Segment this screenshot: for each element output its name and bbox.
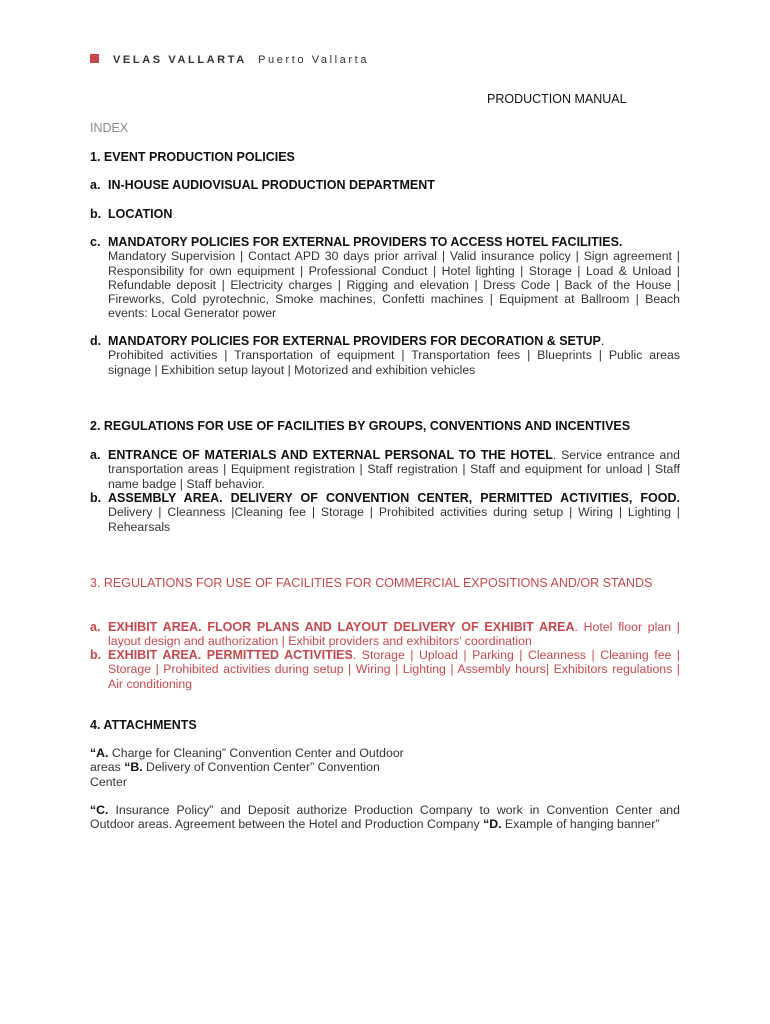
item-heading: LOCATION — [108, 207, 173, 221]
page-title: PRODUCTION MANUAL — [487, 92, 627, 106]
section-1-item-a — [90, 178, 680, 192]
item-label: d. — [90, 334, 102, 348]
section-2-item-b — [90, 491, 680, 534]
attachment-paragraph-2 — [90, 803, 680, 832]
item-heading-end: . — [600, 334, 605, 348]
section-2-title: 2. REGULATIONS FOR USE OF FACILITIES BY GROUPS, CONVENTIONS AND INCENTIVES — [90, 419, 631, 433]
item-heading: EXHIBIT AREA. PERMITTED ACTIVITIES — [108, 648, 353, 662]
item-heading: ENTRANCE OF MATERIALS AND EXTERNAL PERSONAL TO THE HOTEL — [108, 448, 553, 462]
item-label: a. — [90, 448, 101, 462]
section-1-item-d — [90, 334, 680, 377]
section-1-item-c — [90, 235, 680, 321]
item-label: b. — [90, 491, 102, 505]
item-heading: MANDATORY POLICIES FOR EXTERNAL PROVIDERS FOR DECORATION & SETUP — [108, 334, 601, 348]
attachment-b-label: “B. — [124, 760, 143, 775]
attachment-c-label: “C. — [90, 803, 109, 817]
brand-location: Puerto Vallarta — [258, 54, 370, 66]
attachment-a-label: “A. — [90, 746, 109, 760]
attachment-a-text: Charge for Cleaning” Convention Center and Outdoor areas — [90, 746, 404, 775]
item-heading: MANDATORY POLICIES FOR EXTERNAL PROVIDERS TO ACCESS HOTEL FACILITIES. — [108, 235, 623, 249]
item-heading: EXHIBIT AREA. FLOOR PLANS AND LAYOUT DELIVERY OF EXHIBIT AREA — [108, 620, 575, 634]
item-details: Mandatory Supervision | Contact APD 30 days prior arrival | Valid insurance policy | Sign agreement | Responsibility for own equipment | Professional Conduct | Hotel lighting | Storage | Load & Unload | Refundable deposit | Electricity charges | Rigging and elevation | Dress Code | Back of the House | Fireworks, Cold pyrotechnic, Smoke machines, Confetti machines | Equipment at Ballroom | Beach events: Local Generator power — [108, 249, 680, 321]
section-3-item-a — [90, 620, 680, 649]
section-1-item-b — [90, 207, 680, 221]
item-details: Delivery | Cleanness |Cleaning fee | Storage | Prohibited activities during setup | Wiring | Lighting | Rehearsals — [108, 505, 680, 534]
section-3-title — [90, 576, 680, 590]
item-details: . Storage | Upload | Parking | Cleanness | Cleaning fee | Storage | Prohibited activities during setup | Wiring | Lighting | Assembly hours| Exhibitors regulations | Air conditioning — [108, 648, 680, 691]
attachment-c-text: Insurance Policy” and Deposit authorize Production Company to work in Convention Center and Outdoor areas. Agreement between the Hotel and Production Company — [90, 803, 680, 832]
section-1-title: 1. EVENT PRODUCTION POLICIES — [90, 150, 295, 164]
section-3-title-text: 3. REGULATIONS FOR USE OF FACILITIES FOR COMMERCIAL EXPOSITIONS AND/OR STANDS — [90, 576, 653, 590]
item-heading: IN-HOUSE AUDIOVISUAL PRODUCTION DEPARTMENT — [108, 178, 435, 192]
attachment-d-text: Example of hanging banner” — [501, 817, 660, 832]
section-4-title: 4. ATTACHMENTS — [90, 718, 197, 732]
item-heading: ASSEMBLY AREA. DELIVERY OF CONVENTION CENTER, PERMITTED ACTIVITIES, FOOD. — [108, 491, 680, 505]
item-label: a. — [90, 620, 101, 634]
attachment-d-label: “D. — [483, 817, 502, 832]
item-details: . Service entrance and transportation areas | Equipment registration | Staff registration | Staff and equipment for unload | Staff name badge | Staff behavior. — [108, 448, 680, 491]
attachment-b-text: Delivery of Convention Center” Convention Center — [90, 760, 380, 789]
section-3-item-b — [90, 648, 680, 691]
item-details: Prohibited activities | Transportation of equipment | Transportation fees | Blueprints | Public areas signage | Exhibition setup layout | Motorized and exhibition vehicles — [108, 348, 680, 377]
brand-name: VELAS VALLARTA — [113, 54, 247, 66]
section-2-item-a — [90, 448, 680, 491]
index-label: INDEX — [90, 121, 129, 135]
item-details: . Hotel floor plan | layout design and authorization | Exhibit providers and exhibitors’ coordination — [108, 620, 681, 649]
item-label: a. — [90, 178, 101, 192]
item-label: b. — [90, 207, 102, 221]
attachment-paragraph-1 — [90, 746, 418, 789]
brand-square-icon — [90, 54, 99, 63]
item-label: c. — [90, 235, 101, 249]
item-label: b. — [90, 648, 102, 662]
document-header — [90, 54, 369, 66]
